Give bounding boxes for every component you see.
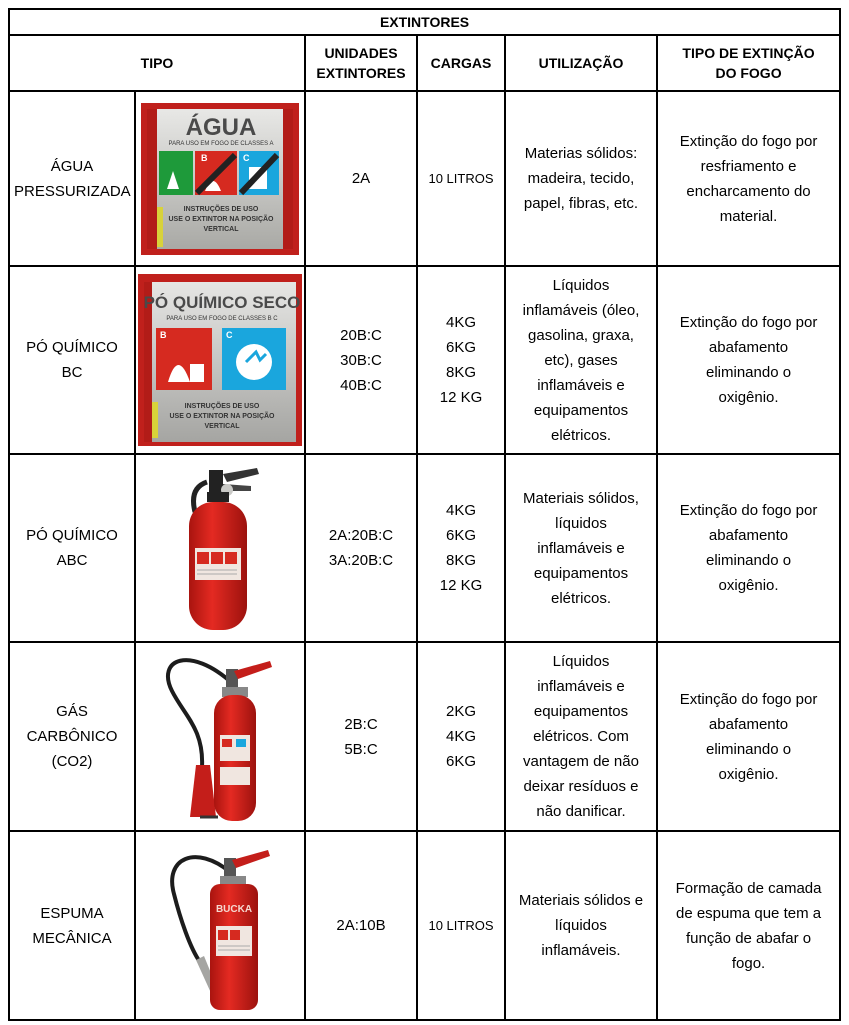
svg-text:C: C bbox=[226, 330, 233, 340]
cargas-cell: 10 LITROS bbox=[417, 91, 505, 266]
utilizacao-cell: Materiais sólidos, líquidos inflamáveis e equipamentos elétricos. bbox=[505, 454, 657, 642]
svg-text:PARA USO EM FOGO DE CLASSES A: PARA USO EM FOGO DE CLASSES A bbox=[168, 140, 274, 147]
extincao-cell: Formação de camada de espuma que tem a função de abafar o fogo. bbox=[657, 831, 840, 1020]
svg-text:B: B bbox=[160, 330, 167, 340]
svg-text:USE O EXTINTOR NA POSIÇÃO: USE O EXTINTOR NA POSIÇÃO bbox=[169, 413, 275, 420]
dry-chemical-bc-image bbox=[135, 266, 305, 454]
svg-text:USE O EXTINTOR NA POSIÇÃO: USE O EXTINTOR NA POSIÇÃO bbox=[168, 215, 274, 223]
svg-text:BUCKA: BUCKA bbox=[215, 903, 253, 915]
tipo-espuma-mecanica: ESPUMA MECÂNICA bbox=[9, 831, 135, 1020]
water-extinguisher-image bbox=[135, 91, 305, 266]
co2-extinguisher-icon bbox=[160, 649, 280, 825]
tipo-agua-pressurizada: ÁGUA PRESSURIZADA bbox=[9, 91, 135, 266]
svg-text:PÓ QUÍMICO SECO: PÓ QUÍMICO SECO bbox=[143, 293, 301, 312]
tipo-po-quimico-bc: PÓ QUÍMICO BC bbox=[9, 266, 135, 454]
header-tipo: TIPO bbox=[9, 35, 305, 91]
utilizacao-cell: Líquidos inflamáveis (óleo, gasolina, graxa, etc), gases inflamáveis e equipamentos elétricos. bbox=[505, 266, 657, 454]
extincao-cell: Extinção do fogo por abafamento eliminando o oxigênio. bbox=[657, 642, 840, 831]
unidades-cell: 2B:C 5B:C bbox=[305, 642, 417, 831]
tipo-gas-carbonico: GÁS CARBÔNICO (CO2) bbox=[9, 642, 135, 831]
cargas-cell: 4KG 6KG 8KG 12 KG bbox=[417, 266, 505, 454]
extincao-cell: Extinção do fogo por abafamento eliminando o oxigênio. bbox=[657, 266, 840, 454]
utilizacao-cell: Materias sólidos: madeira, tecido, papel, fibras, etc. bbox=[505, 91, 657, 266]
unidades-cell: 2A:10B bbox=[305, 831, 417, 1020]
header-row bbox=[9, 35, 840, 91]
utilizacao-cell: Materiais sólidos e líquidos inflamáveis. bbox=[505, 831, 657, 1020]
svg-text:VERTICAL: VERTICAL bbox=[204, 423, 240, 430]
utilizacao-cell: Líquidos inflamáveis e equipamentos elétricos. Com vantagem de não deixar resíduos e não danificar. bbox=[505, 642, 657, 831]
tipo-po-quimico-abc: PÓ QUÍMICO ABC bbox=[9, 454, 135, 642]
table-row bbox=[9, 642, 840, 831]
cargas-cell: 2KG 4KG 6KG bbox=[417, 642, 505, 831]
table-row bbox=[9, 91, 840, 266]
svg-text:PARA USO EM FOGO DE CLASSES B: PARA USO EM FOGO DE CLASSES B C bbox=[166, 316, 278, 322]
svg-text:B: B bbox=[201, 152, 208, 163]
cargas-cell: 10 LITROS bbox=[417, 831, 505, 1020]
svg-text:ÁGUA: ÁGUA bbox=[185, 113, 257, 141]
table-row bbox=[9, 266, 840, 454]
abc-extinguisher-icon bbox=[165, 460, 275, 636]
cargas-cell: 4KG 6KG 8KG 12 KG bbox=[417, 454, 505, 642]
header-extincao: TIPO DE EXTINÇÃO DO FOGO bbox=[657, 35, 840, 91]
header-unidades: UNIDADES EXTINTORES bbox=[305, 35, 417, 91]
svg-text:INSTRUÇÕES DE USO: INSTRUÇÕES DE USO bbox=[183, 205, 259, 213]
co2-extinguisher-image bbox=[135, 642, 305, 831]
table-row bbox=[9, 454, 840, 642]
extincao-cell: Extinção do fogo por abafamento eliminando o oxigênio. bbox=[657, 454, 840, 642]
unidades-cell: 20B:C 30B:C 40B:C bbox=[305, 266, 417, 454]
unidades-cell: 2A:20B:C 3A:20B:C bbox=[305, 454, 417, 642]
header-utilizacao: UTILIZAÇÃO bbox=[505, 35, 657, 91]
dry-chemical-bc-label-icon bbox=[138, 274, 302, 446]
extintores-table bbox=[8, 8, 841, 1021]
unidades-cell: 2A bbox=[305, 91, 417, 266]
header-cargas: CARGAS bbox=[417, 35, 505, 91]
abc-extinguisher-image bbox=[135, 454, 305, 642]
svg-text:VERTICAL: VERTICAL bbox=[203, 225, 239, 233]
water-extinguisher-label-icon bbox=[141, 103, 299, 255]
foam-extinguisher-image bbox=[135, 831, 305, 1020]
table-row bbox=[9, 831, 840, 1020]
extincao-cell: Extinção do fogo por resfriamento e encharcamento do material. bbox=[657, 91, 840, 266]
svg-text:INSTRUÇÕES DE USO: INSTRUÇÕES DE USO bbox=[184, 403, 260, 410]
table-title: EXTINTORES bbox=[9, 9, 840, 35]
svg-text:C: C bbox=[243, 152, 250, 163]
foam-extinguisher-icon bbox=[160, 838, 280, 1014]
